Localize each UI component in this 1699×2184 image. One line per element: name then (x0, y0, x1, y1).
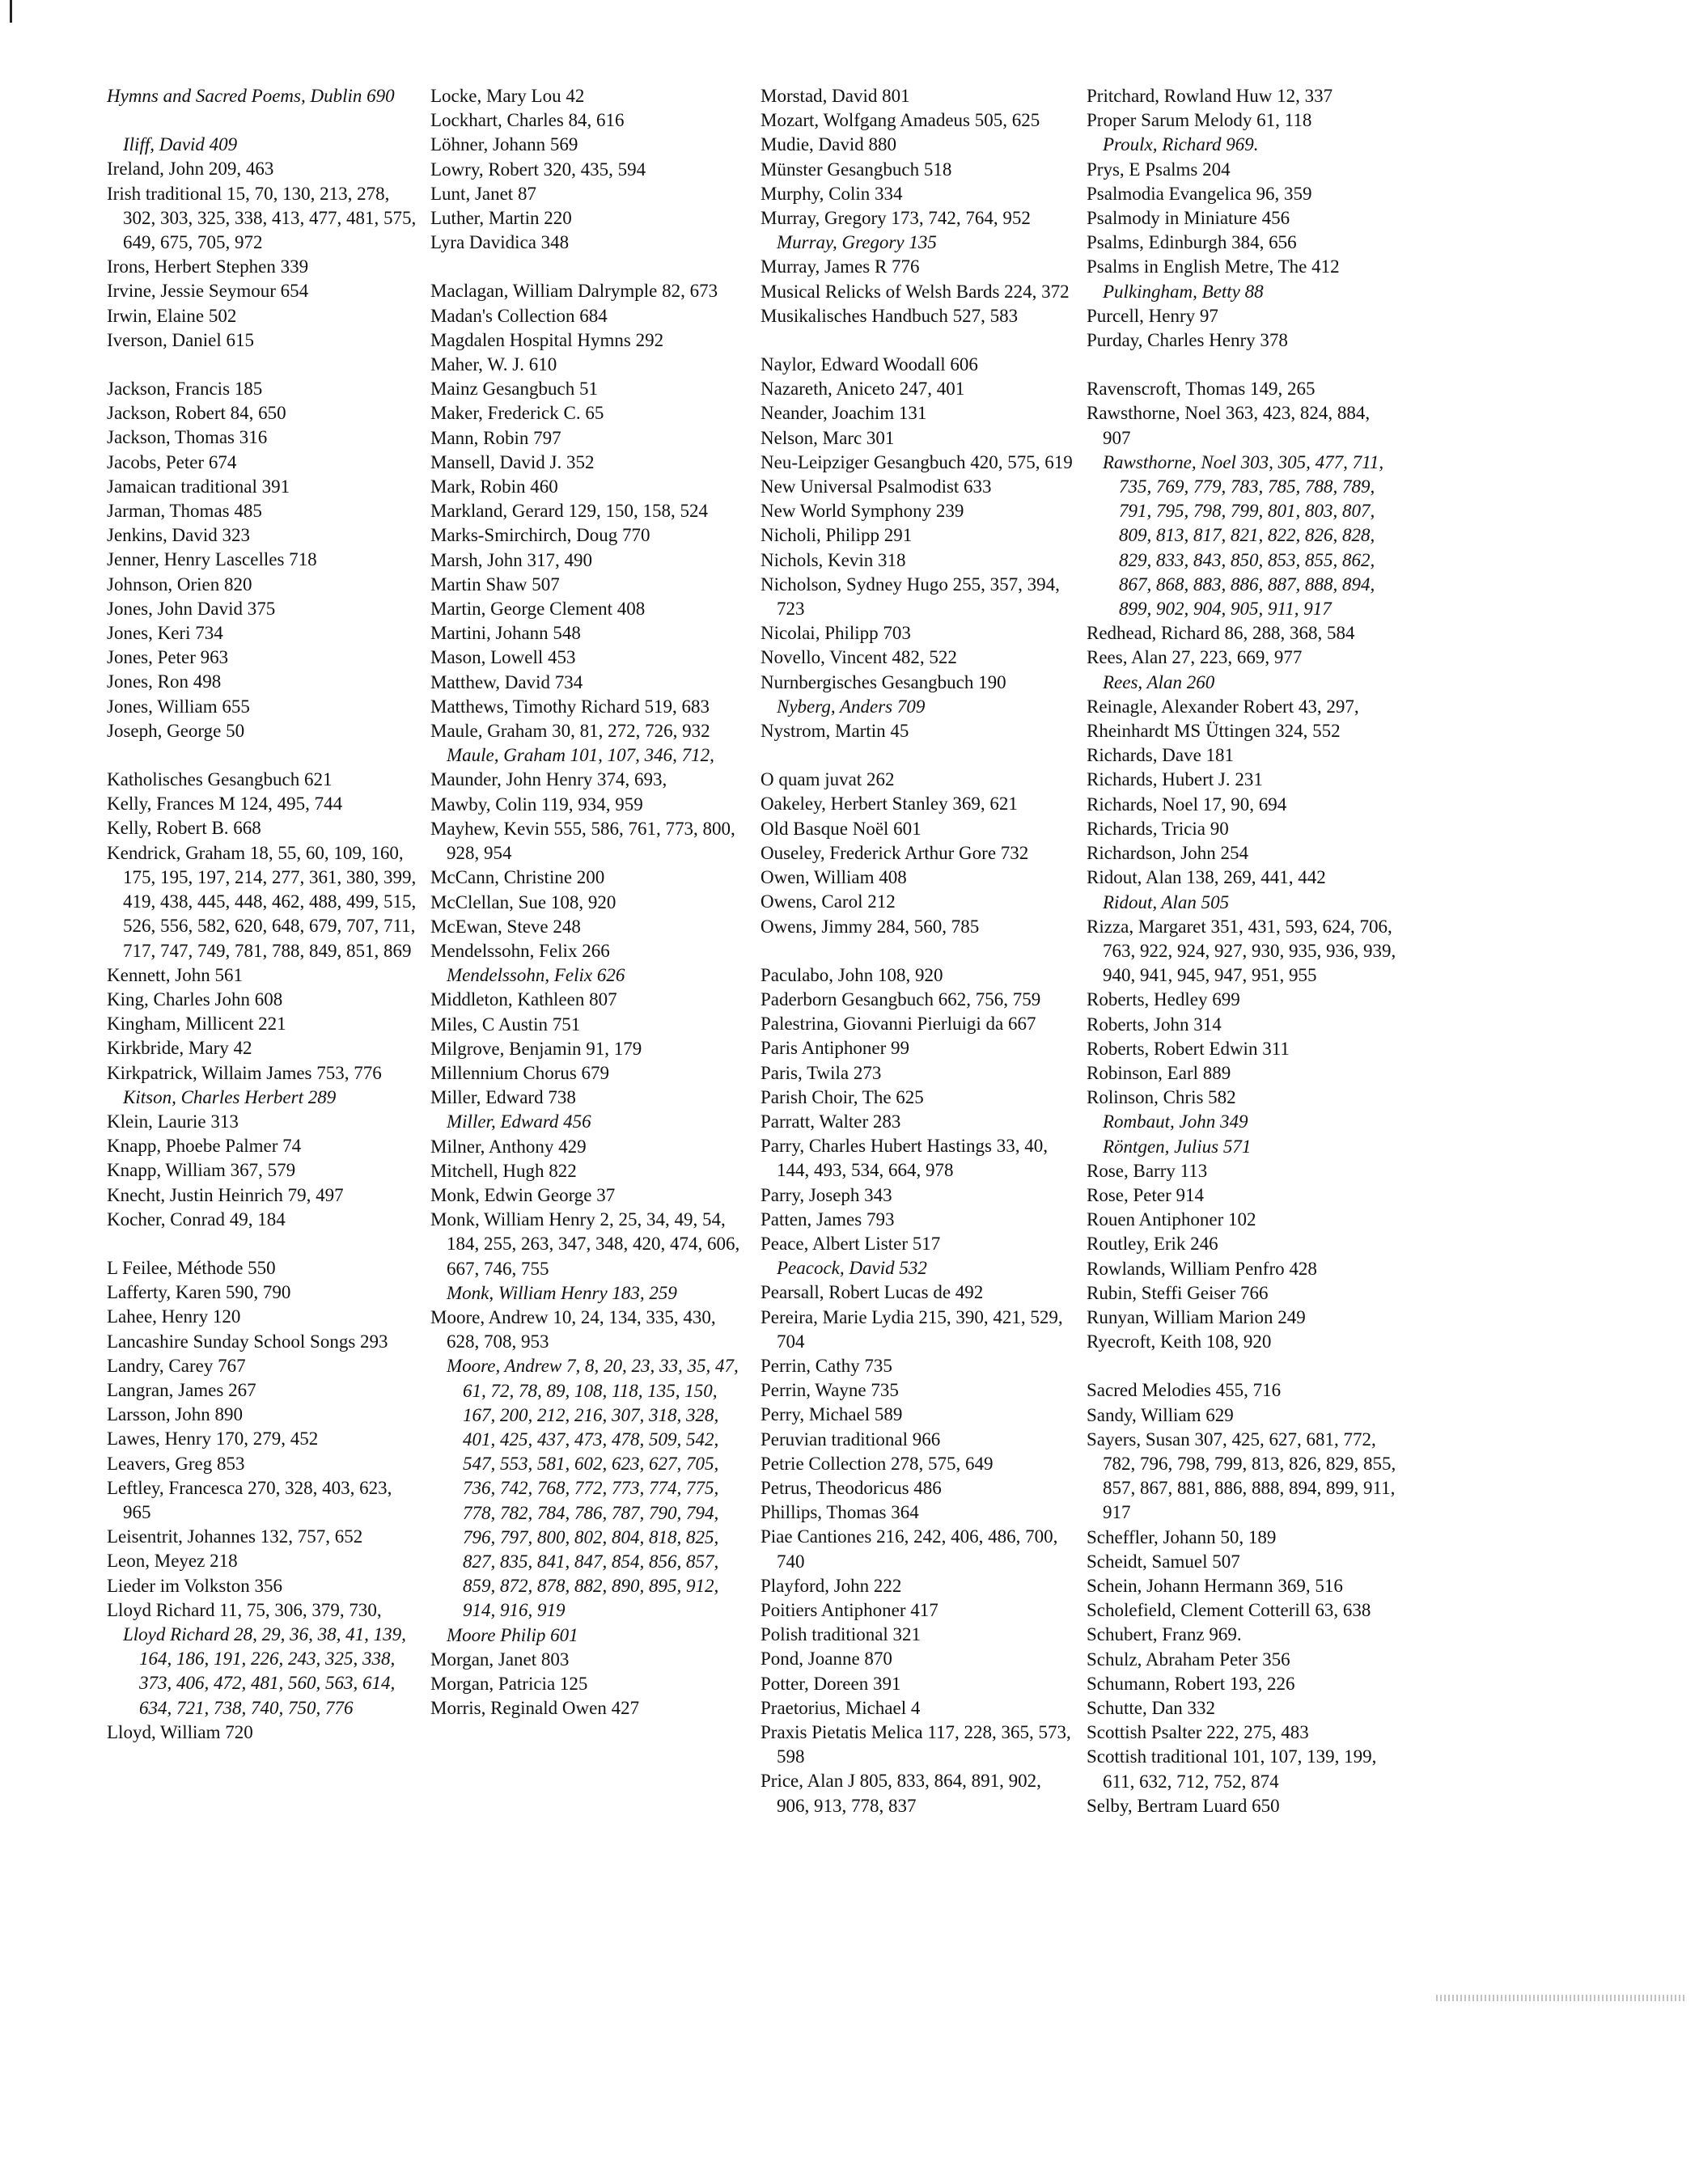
index-column-2 (430, 84, 746, 1721)
index-entry: Moore, Andrew 10, 24, 134, 335, 430, 628, 708, 953 (430, 1306, 716, 1352)
index-entry: Rees, Alan 27, 223, 669, 977 (1087, 647, 1303, 668)
index-entry: Palestrina, Giovanni Pierluigi da 667 (761, 1014, 1036, 1035)
index-entry: Irish traditional 15, 70, 130, 213, 278, 302, 303, 325, 338, 413, 477, 481, 575, 649, 675, 705, 972 (107, 183, 417, 253)
index-entry: Miles, C Austin 751 (430, 1014, 581, 1035)
index-entry: Scheffler, Johann 50, 189 (1087, 1526, 1277, 1547)
index-entry: Rose, Barry 113 (1087, 1160, 1208, 1181)
index-entry: Pritchard, Rowland Huw 12, 337 (1087, 86, 1333, 106)
index-entry: Irvine, Jessie Seymour 654 (107, 281, 309, 302)
index-entry: Ireland, John 209, 463 (107, 159, 274, 180)
index-entry: Larsson, John 890 (107, 1404, 244, 1425)
index-entry: Münster Gesangbuch 518 (761, 159, 952, 180)
index-entry: Naylor, Edward Woodall 606 (761, 354, 978, 375)
index-entry: Jarman, Thomas 485 (107, 501, 262, 522)
index-entry: Novello, Vincent 482, 522 (761, 647, 957, 668)
index-entry: Ridout, Alan 505 (1103, 891, 1230, 912)
index-entry: Runyan, William Marion 249 (1087, 1306, 1306, 1327)
index-entry: Milgrove, Benjamin 91, 179 (430, 1038, 642, 1059)
index-entry: Parry, Charles Hubert Hastings 33, 40, 144, 493, 534, 664, 978 (761, 1136, 1048, 1181)
index-entry: Katholisches Gesangbuch 621 (107, 769, 333, 790)
index-entry: Rizza, Margaret 351, 431, 593, 624, 706, 763, 922, 924, 927, 930, 935, 936, 939, 940, 941, 945, 947, 951, 955 (1087, 916, 1396, 986)
index-entry: Rawsthorne, Noel 363, 423, 824, 884, 907 (1087, 403, 1371, 448)
index-entry: Petrie Collection 278, 575, 649 (761, 1453, 994, 1474)
index-entry: Musikalisches Handbuch 527, 583 (761, 305, 1019, 326)
index-entry: Morgan, Patricia 125 (430, 1674, 588, 1694)
index-entry: Proper Sarum Melody 61, 118 (1087, 110, 1312, 131)
index-entry: McCann, Christine 200 (430, 867, 605, 888)
index-entry: Schubert, Franz 969. (1087, 1624, 1242, 1645)
index-entry: Middleton, Kathleen 807 (430, 989, 617, 1010)
index-entry: Madan's Collection 684 (430, 305, 608, 326)
index-entry: Rawsthorne, Noel 303, 305, 477, 711, 735, 769, 779, 783, 785, 788, 789, 791, 795, 798, 799, 801, 803, 807, 809, 813, 817, 821, 822, 826, 828, 829, 833, 843, 850, 853, 855, 862, 867, 868, 883, 886, 887, 888, 894, 899, 902, 904, 905, 911, 917 (1103, 451, 1384, 620)
index-entry: Iliff, David 409 (123, 134, 238, 155)
index-entry: Moore Philip 601 (447, 1624, 578, 1645)
index-entry: Prys, E Psalms 204 (1087, 159, 1231, 180)
index-entry: Lawes, Henry 170, 279, 452 (107, 1428, 319, 1450)
index-entry: Klein, Laurie 313 (107, 1111, 239, 1132)
index-entry: Scottish traditional 101, 107, 139, 199, 611, 632, 712, 752, 874 (1087, 1746, 1377, 1792)
index-entry: Paris, Twila 273 (761, 1062, 882, 1083)
index-entry: Perrin, Wayne 735 (761, 1380, 899, 1401)
index-entry: Jamaican traditional 391 (107, 476, 290, 497)
index-entry: Kendrick, Graham 18, 55, 60, 109, 160, 175, 195, 197, 214, 277, 361, 380, 399, 419, 438, 445, 448, 462, 488, 499, 515, 526, 556, 582, 620, 648, 679, 707, 711, 717, 747, 749, 781, 788, 849, 851, 869 (107, 842, 417, 961)
index-entry: Lafferty, Karen 590, 790 (107, 1282, 291, 1303)
index-entry: Phillips, Thomas 364 (761, 1502, 919, 1523)
index-entry: Rheinhardt MS Üttingen 324, 552 (1087, 721, 1341, 742)
index-entry: Joseph, George 50 (107, 720, 245, 741)
index-entry: Praetorius, Michael 4 (761, 1697, 921, 1718)
index-entry: Jackson, Thomas 316 (107, 427, 268, 448)
index-entry: Proulx, Richard 969. (1103, 134, 1259, 155)
index-entry: Magdalen Hospital Hymns 292 (430, 329, 664, 350)
index-entry: McEwan, Steve 248 (430, 916, 581, 937)
index-entry: Nystrom, Martin 45 (761, 721, 909, 742)
index-entry: Lahee, Henry 120 (107, 1306, 241, 1327)
index-entry: Polish traditional 321 (761, 1624, 922, 1645)
index-entry: Nicholi, Philipp 291 (761, 525, 913, 546)
index-entry: Murray, Gregory 135 (777, 232, 937, 253)
index-entry: Oakeley, Herbert Stanley 369, 621 (761, 794, 1018, 815)
index-entry: Martini, Johann 548 (430, 623, 581, 644)
index-entry: Moore, Andrew 7, 8, 20, 23, 33, 35, 47, 61, 72, 78, 89, 108, 118, 135, 150, 167, 200, 212, 216, 307, 318, 328, 401, 425, 437, 473, 478, 509, 542, 547, 553, 581, 602, 623, 627, 705, 736, 742, 768, 772, 773, 774, 775, 778, 782, 784, 786, 787, 790, 794, 796, 797, 800, 802, 804, 818, 825, 827, 835, 841, 847, 854, 856, 857, 859, 872, 878, 882, 890, 895, 912, 914, 916, 919 (447, 1356, 739, 1621)
index-entry: Piae Cantiones 216, 242, 406, 486, 700, 740 (761, 1526, 1058, 1572)
index-entry: Potter, Doreen 391 (761, 1673, 901, 1694)
index-entry: Mark, Robin 460 (430, 476, 558, 497)
index-entry: Routley, Erik 246 (1087, 1234, 1218, 1255)
index-entry: Mendelssohn, Felix 626 (447, 965, 625, 986)
index-entry: Jones, Ron 498 (107, 671, 222, 692)
index-entry: Irwin, Elaine 502 (107, 305, 237, 326)
index-entry: Scottish Psalter 222, 275, 483 (1087, 1722, 1309, 1743)
index-entry: Kingham, Millicent 221 (107, 1014, 286, 1035)
index-column-4 (1087, 84, 1402, 1818)
index-entry: Knecht, Justin Heinrich 79, 497 (107, 1184, 344, 1205)
index-entry: Sayers, Susan 307, 425, 627, 681, 772, 782, 796, 798, 799, 813, 826, 829, 855, 857, 867, 881, 886, 888, 894, 899, 911, 917 (1087, 1428, 1396, 1523)
index-entry: Löhner, Johann 569 (430, 134, 578, 155)
index-entry: Murphy, Colin 334 (761, 183, 903, 204)
index-entry: New Universal Psalmodist 633 (761, 476, 992, 497)
index-entry: Kocher, Conrad 49, 184 (107, 1208, 286, 1230)
index-entry: Psalmodia Evangelica 96, 359 (1087, 183, 1312, 204)
index-entry: Luther, Martin 220 (430, 208, 572, 229)
index-entry: Lowry, Robert 320, 435, 594 (430, 159, 646, 180)
index-entry: Kitson, Charles Herbert 289 (123, 1086, 337, 1107)
index-entry: Rolinson, Chris 582 (1087, 1087, 1236, 1108)
index-entry: Markland, Gerard 129, 150, 158, 524 (430, 501, 709, 522)
index-entry: Morris, Reginald Owen 427 (430, 1698, 640, 1719)
index-entry: Langran, James 267 (107, 1379, 256, 1400)
index-entry: Mawby, Colin 119, 934, 959 (430, 794, 643, 815)
index-entry: Monk, Edwin George 37 (430, 1184, 616, 1205)
index-entry: Rose, Peter 914 (1087, 1184, 1205, 1205)
index-entry: Lloyd, William 720 (107, 1721, 253, 1742)
index-entry: Rubin, Steffi Geiser 766 (1087, 1282, 1269, 1303)
index-entry: Purday, Charles Henry 378 (1087, 330, 1288, 351)
index-entry: Roberts, John 314 (1087, 1014, 1222, 1035)
index-entry: Rombaut, John 349 (1103, 1111, 1248, 1132)
index-entry: Pearsall, Robert Lucas de 492 (761, 1282, 984, 1303)
index-entry: Lieder im Volkston 356 (107, 1575, 283, 1596)
index-entry: Landry, Carey 767 (107, 1355, 246, 1376)
index-entry: Paderborn Gesangbuch 662, 756, 759 (761, 988, 1041, 1009)
index-entry: Pereira, Marie Lydia 215, 390, 421, 529, 704 (761, 1306, 1063, 1352)
index-entry: Sacred Melodies 455, 716 (1087, 1380, 1282, 1401)
index-entry: Monk, William Henry 2, 25, 34, 49, 54, 184, 255, 263, 347, 348, 420, 474, 606, 667, 746, 755 (430, 1209, 740, 1279)
index-entry: Mason, Lowell 453 (430, 647, 576, 668)
index-entry: Martin Shaw 507 (430, 574, 560, 595)
index-entry: Murray, James R 776 (761, 256, 920, 277)
index-entry: Redhead, Richard 86, 288, 368, 584 (1087, 623, 1355, 644)
index-entry: Jackson, Francis 185 (107, 379, 263, 400)
index-entry: Morstad, David 801 (761, 86, 910, 106)
index-entry: Ryecroft, Keith 108, 920 (1087, 1331, 1272, 1352)
scan-noise-mark (1436, 1995, 1687, 2001)
index-entry: Nicholson, Sydney Hugo 255, 357, 394, 723 (761, 574, 1060, 620)
index-entry: Playford, John 222 (761, 1575, 902, 1596)
index-entry: Iverson, Daniel 615 (107, 329, 255, 350)
index-entry: Jenkins, David 323 (107, 525, 250, 546)
index-entry: Owens, Carol 212 (761, 891, 896, 912)
index-entry: Lockhart, Charles 84, 616 (430, 110, 625, 131)
index-entry: Neu-Leipziger Gesangbuch 420, 575, 619 (761, 451, 1073, 472)
index-entry: Leisentrit, Johannes 132, 757, 652 (107, 1526, 363, 1547)
index-entry: Jones, John David 375 (107, 598, 276, 619)
index-entry: Maker, Frederick C. 65 (430, 403, 604, 424)
index-entry: Richards, Hubert J. 231 (1087, 769, 1263, 790)
index-entry: Jenner, Henry Lascelles 718 (107, 549, 317, 570)
index-entry: Peacock, David 532 (777, 1258, 927, 1279)
index-entry: Jacobs, Peter 674 (107, 451, 237, 472)
index-entry: Price, Alan J 805, 833, 864, 891, 902, 906, 913, 778, 837 (761, 1771, 1041, 1816)
index-entry: Milner, Anthony 429 (430, 1136, 587, 1157)
index-entry: Reinagle, Alexander Robert 43, 297, (1087, 696, 1359, 717)
index-entry: Maule, Graham 30, 81, 272, 726, 932 (430, 721, 710, 742)
index-entry: McClellan, Sue 108, 920 (430, 891, 616, 912)
index-entry: Lancashire Sunday School Songs 293 (107, 1331, 388, 1352)
index-entry: Marks-Smirchirch, Doug 770 (430, 525, 650, 546)
index-entry: Schein, Johann Hermann 369, 516 (1087, 1575, 1343, 1596)
index-entry: Parratt, Walter 283 (761, 1111, 901, 1132)
index-entry: Murray, Gregory 173, 742, 764, 952 (761, 208, 1031, 229)
index-entry: Röntgen, Julius 571 (1103, 1136, 1252, 1157)
index-entry: Richards, Dave 181 (1087, 745, 1235, 766)
index-entry: Paculabo, John 108, 920 (761, 964, 943, 985)
index-entry: Maclagan, William Dalrymple 82, 673 (430, 281, 718, 302)
index-entry: Nazareth, Aniceto 247, 401 (761, 379, 965, 400)
index-entry: Lunt, Janet 87 (430, 183, 536, 204)
index-entry: Kennett, John 561 (107, 964, 244, 985)
index-entry: Johnson, Orien 820 (107, 574, 252, 595)
index-entry: Parish Choir, The 625 (761, 1086, 924, 1107)
index-entry: Perrin, Cathy 735 (761, 1355, 892, 1376)
index-entry: O quam juvat 262 (761, 769, 895, 790)
scan-edge-mark (10, 0, 12, 23)
index-entry: Knapp, William 367, 579 (107, 1160, 296, 1181)
index-entry: Selby, Bertram Luard 650 (1087, 1795, 1280, 1816)
index-entry: Parry, Joseph 343 (761, 1184, 892, 1205)
index-entry: Kelly, Frances M 124, 495, 744 (107, 794, 343, 815)
index-entry: Nyberg, Anders 709 (777, 696, 926, 717)
index-entry: Maunder, John Henry 374, 693, (430, 769, 667, 790)
index-entry: Schutte, Dan 332 (1087, 1698, 1216, 1718)
index-entry: Mainz Gesangbuch 51 (430, 379, 598, 400)
index-entry: Pond, Joanne 870 (761, 1649, 892, 1670)
index-entry: Mozart, Wolfgang Amadeus 505, 625 (761, 110, 1040, 131)
index-entry: Schulz, Abraham Peter 356 (1087, 1649, 1290, 1670)
index-entry: Peace, Albert Lister 517 (761, 1233, 941, 1254)
index-entry: Ravenscroft, Thomas 149, 265 (1087, 379, 1316, 400)
index-entry: Richards, Tricia 90 (1087, 818, 1229, 839)
index-entry: Millennium Chorus 679 (430, 1062, 610, 1083)
index-entry: Neander, Joachim 131 (761, 403, 927, 424)
index-entry: Musical Relicks of Welsh Bards 224, 372 (761, 281, 1070, 302)
index-entry: Leavers, Greg 853 (107, 1453, 245, 1474)
index-entry: Mitchell, Hugh 822 (430, 1160, 577, 1181)
index-entry: Sandy, William 629 (1087, 1404, 1234, 1425)
index-entry: Miller, Edward 456 (447, 1111, 591, 1132)
index-entry: Perry, Michael 589 (761, 1404, 903, 1425)
index-entry: Lloyd Richard 28, 29, 36, 38, 41, 139, 164, 186, 191, 226, 243, 325, 338, 373, 406, 472, 481, 560, 563, 614, 634, 721, 738, 740, 750, 776 (123, 1623, 406, 1718)
index-entry: Poitiers Antiphoner 417 (761, 1599, 938, 1620)
index-entry: Scheidt, Samuel 507 (1087, 1551, 1240, 1572)
index-entry: Jones, William 655 (107, 696, 250, 717)
index-entry: Mayhew, Kevin 555, 586, 761, 773, 800, 928, 954 (430, 818, 735, 864)
index-entry: New World Symphony 239 (761, 501, 964, 522)
index-entry: Lloyd Richard 11, 75, 306, 379, 730, (107, 1599, 382, 1620)
index-entry: Nichols, Kevin 318 (761, 549, 906, 570)
index-entry: Roberts, Robert Edwin 311 (1087, 1038, 1290, 1059)
index-entry: Nicolai, Philipp 703 (761, 623, 911, 644)
index-entry: Lyra Davidica 348 (430, 232, 570, 253)
index-entry: Nelson, Marc 301 (761, 427, 895, 448)
index-entry: Peruvian traditional 966 (761, 1428, 941, 1450)
index-entry: Locke, Mary Lou 42 (430, 86, 585, 106)
index-entry: Patten, James 793 (761, 1208, 895, 1230)
index-entry: Miller, Edward 738 (430, 1087, 576, 1108)
index-entry: Richards, Noel 17, 90, 694 (1087, 794, 1287, 815)
index-entry: Jackson, Robert 84, 650 (107, 403, 286, 424)
index-entry: Hymns and Sacred Poems, Dublin 690 (107, 86, 395, 106)
index-entry: Martin, George Clement 408 (430, 599, 646, 620)
index-entry: Irons, Herbert Stephen 339 (107, 256, 309, 277)
index-entry: Purcell, Henry 97 (1087, 305, 1218, 326)
index-entry: Rowlands, William Penfro 428 (1087, 1258, 1317, 1279)
index-entry: Mendelssohn, Felix 266 (430, 940, 610, 961)
index-entry: Matthews, Timothy Richard 519, 683 (430, 696, 710, 717)
index-entry: Petrus, Theodoricus 486 (761, 1477, 942, 1498)
index-entry: Psalmody in Miniature 456 (1087, 208, 1290, 229)
index-entry: Knapp, Phoebe Palmer 74 (107, 1136, 302, 1157)
index-entry: Scholefield, Clement Cotterill 63, 638 (1087, 1600, 1371, 1621)
index-entry: Jones, Peter 963 (107, 647, 229, 668)
index-entry: Ouseley, Frederick Arthur Gore 732 (761, 842, 1029, 863)
index-entry: Monk, William Henry 183, 259 (447, 1282, 677, 1303)
index-entry: Rees, Alan 260 (1103, 671, 1215, 692)
index-entry: Kirkbride, Mary 42 (107, 1038, 252, 1059)
index-entry: Leftley, Francesca 270, 328, 403, 623, 965 (107, 1477, 392, 1522)
index-entry: Ridout, Alan 138, 269, 441, 442 (1087, 867, 1326, 888)
index-entry: Maule, Graham 101, 107, 346, 712, (447, 745, 714, 766)
index-entry: Morgan, Janet 803 (430, 1649, 570, 1670)
index-entry: Mudie, David 880 (761, 134, 897, 155)
index-entry: Richardson, John 254 (1087, 843, 1248, 864)
index-entry: Marsh, John 317, 490 (430, 549, 592, 570)
index-entry: Pulkingham, Betty 88 (1103, 281, 1264, 302)
index-entry: Kirkpatrick, Willaim James 753, 776 (107, 1062, 382, 1083)
index-entry: Old Basque Noël 601 (761, 818, 922, 839)
index-entry: Leon, Meyez 218 (107, 1551, 238, 1572)
index-entry: Jones, Keri 734 (107, 623, 223, 644)
index-column-1 (107, 84, 422, 1745)
index-entry: Owens, Jimmy 284, 560, 785 (761, 916, 980, 937)
index-entry: Nurnbergisches Gesangbuch 190 (761, 671, 1006, 692)
index-column-3 (761, 84, 1076, 1818)
index-entry: Robinson, Earl 889 (1087, 1062, 1231, 1083)
index-entry: King, Charles John 608 (107, 988, 283, 1009)
index-entry: Owen, William 408 (761, 867, 907, 888)
index-entry: Psalms in English Metre, The 412 (1087, 256, 1340, 277)
index-entry: Rouen Antiphoner 102 (1087, 1209, 1256, 1230)
index-entry: Maher, W. J. 610 (430, 354, 557, 375)
index-entry: Roberts, Hedley 699 (1087, 989, 1240, 1010)
index-entry: Paris Antiphoner 99 (761, 1038, 909, 1059)
index-entry: Mann, Robin 797 (430, 427, 561, 448)
index-entry: Psalms, Edinburgh 384, 656 (1087, 232, 1297, 253)
index-entry: Matthew, David 734 (430, 671, 583, 692)
index-entry: L Feilee, Méthode 550 (107, 1257, 276, 1278)
index-entry: Praxis Pietatis Melica 117, 228, 365, 573, 598 (761, 1722, 1071, 1767)
index-entry: Mansell, David J. 352 (430, 451, 595, 472)
index-entry: Schumann, Robert 193, 226 (1087, 1673, 1295, 1694)
index-entry: Kelly, Robert B. 668 (107, 818, 261, 839)
